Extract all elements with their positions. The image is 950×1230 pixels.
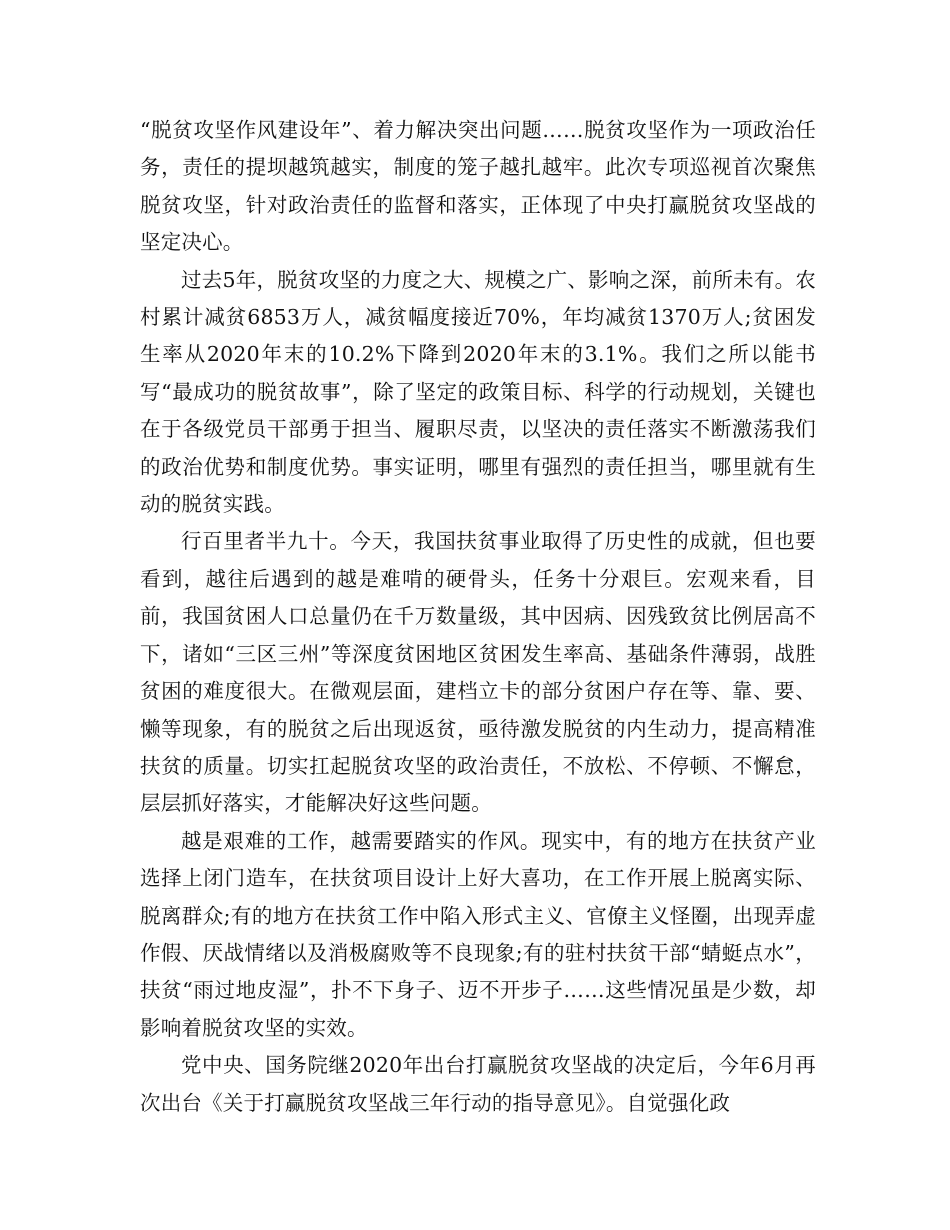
document-page xyxy=(140,112,816,1122)
paragraph-2: 过去5年，脱贫攻坚的力度之大、规模之广、影响之深，前所未有。农村累计减贫6853万人，减贫幅度接近70%，年均减贫1370万人;贫困发生率从2020年末的10.2%下降到2020年末的3.1%。我们之所以能书写“最成功的脱贫故事”，除了坚定的政策目标、科学的行动规划，关键也在于各级党员干部勇于担当、履职尽责，以坚决的责任落实不断激荡我们的政治优势和制度优势。事实证明，哪里有强烈的责任担当，哪里就有生动的脱贫实践。 xyxy=(140,267,816,517)
paragraph-4: 越是艰难的工作，越需要踏实的作风。现实中，有的地方在扶贫产业选择上闭门造车，在扶贫项目设计上好大喜功，在工作开展上脱离实际、脱离群众;有的地方在扶贫工作中陷入形式主义、官僚主义怪圈，出现弄虚作假、厌战情绪以及消极腐败等不良现象;有的驻村扶贫干部“蜻蜓点水”，扶贫“雨过地皮湿”，扑不下身子、迈不开步子……这些情况虽是少数，却影响着脱贫攻坚的实效。 xyxy=(140,828,816,1040)
paragraph-5: 党中央、国务院继2020年出台打赢脱贫攻坚战的决定后，今年6月再次出台《关于打赢脱贫攻坚战三年行动的指导意见》。自觉强化政 xyxy=(140,1053,816,1115)
paragraph-1: “脱贫攻坚作风建设年”、着力解决突出问题……脱贫攻坚作为一项政治任务，责任的提坝越筑越实，制度的笼子越扎越牢。此次专项巡视首次聚焦脱贫攻坚，针对政治责任的监督和落实，正体现了中央打赢脱贫攻坚战的坚定决心。 xyxy=(140,118,816,255)
paragraph-3: 行百里者半九十。今天，我国扶贫事业取得了历史性的成就，但也要看到，越往后遇到的越是难啃的硬骨头，任务十分艰巨。宏观来看，目前，我国贫困人口总量仍在千万数量级，其中因病、因残致贫比例居高不下，诸如“三区三州”等深度贫困地区贫困发生率高、基础条件薄弱，战胜贫困的难度很大。在微观层面，建档立卡的部分贫困户存在等、靠、要、懒等现象，有的脱贫之后出现返贫，亟待激发脱贫的内生动力，提高精准扶贫的质量。切实扛起脱贫攻坚的政治责任，不放松、不停顿、不懈怠，层层抓好落实，才能解决好这些问题。 xyxy=(140,529,816,816)
